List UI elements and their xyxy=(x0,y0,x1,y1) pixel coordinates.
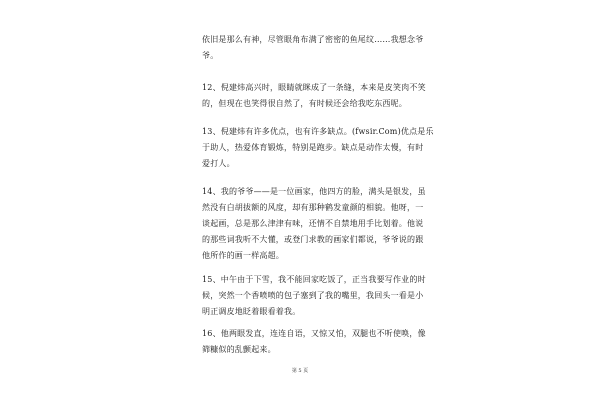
text-line: 15、中午由于下雪，我不能回家吃饭了，正当我要写作业的时 xyxy=(202,275,426,284)
text-line: 明正调皮地眨着眼看着我。 xyxy=(202,307,301,316)
text-line: 于助人，热爱体育锻炼，特别是跑步。缺点是动作太慢，有时 xyxy=(202,143,424,152)
paragraph-15 xyxy=(202,272,426,320)
text-line: 候，突然一个香喷喷的包子塞到了我的嘴里，我回头一看是小 xyxy=(202,291,424,300)
paragraph-13 xyxy=(202,124,434,172)
paragraph-14 xyxy=(202,184,426,264)
paragraph-16 xyxy=(202,326,426,358)
paragraph-continuation xyxy=(202,32,424,64)
text-line: 爱打人。 xyxy=(202,159,235,168)
text-line: 他所作的画一样高超。 xyxy=(202,251,284,260)
paragraph-12 xyxy=(202,80,426,112)
text-line: 谈起画，总是那么津津有味，还情不自禁地用手比划着。他说 xyxy=(202,219,424,228)
text-line: 然没有白胡拔额的风度，却有那种鹤发童颜的相貌。他呀，一 xyxy=(202,203,424,212)
page-number: 第 5 页 xyxy=(291,368,309,374)
text-line: 筛糠似的乱颤起来。 xyxy=(202,345,276,354)
text-line: 依旧是那么有神，尽管眼角布满了密密的鱼尾纹……我想念爷 xyxy=(202,35,424,44)
text-line: 14、我的爷爷——是一位画家，他四方的脸，满头是银发，虽 xyxy=(202,187,426,196)
text-line: 16、他两眼发直，连连自语，又惊又怕，双腿也不听使唤，像 xyxy=(202,329,426,338)
text-line: 12、倪建炜高兴时，眼睛就眯成了一条缝，本来是皮笑肉不笑 xyxy=(202,83,426,92)
text-line: 的，但现在也笑得很自然了，有时候还会给我吃东西呢。 xyxy=(202,99,407,108)
text-line: 的那些词我听不大懂，或登门求教的画家们都说，爷爷说的跟 xyxy=(202,235,424,244)
text-line: 13、倪建炜有许多优点，也有许多缺点。(fwsir.Com)优点是乐 xyxy=(202,127,434,136)
text-line: 爷。 xyxy=(202,51,219,60)
